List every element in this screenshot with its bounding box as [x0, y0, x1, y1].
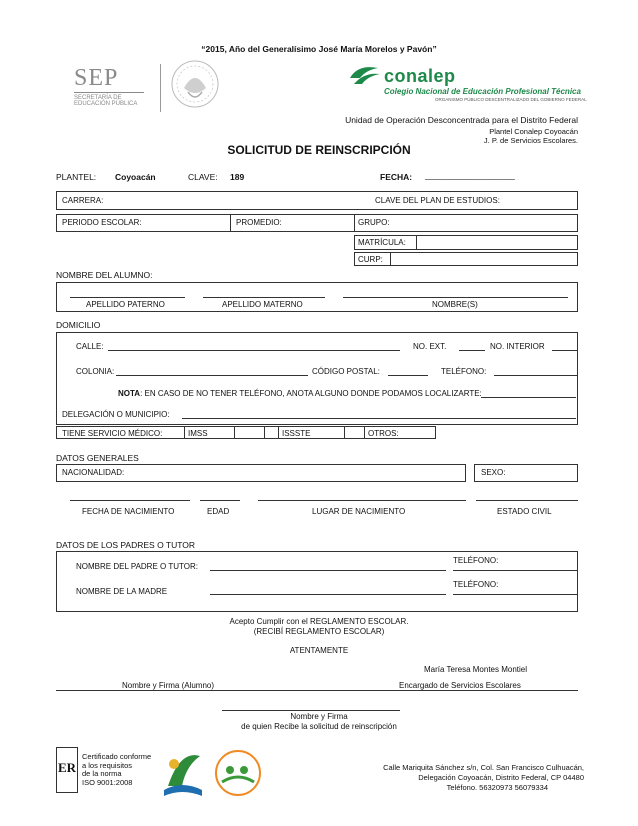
address-line2: Delegación Coyoacán, Distrito Federal, CP 04480 [418, 773, 584, 782]
firma-alumno: Nombre y Firma (Alumno) [122, 681, 215, 690]
matricula-label: MATRÍCULA: [358, 238, 406, 247]
acepto-line: Acepto Cumplir con el REGLAMENTO ESCOLAR. [229, 617, 409, 626]
no-int-label: NO. INTERIOR [490, 342, 545, 351]
materno-label: APELLIDO MATERNO [222, 300, 303, 309]
atentamente: ATENTAMENTE [289, 646, 349, 655]
padre-label: NOMBRE DEL PADRE O TUTOR: [76, 562, 198, 571]
encargado-label: Encargado de Servicios Escolares [399, 681, 521, 690]
sep-logo-text: SEP [74, 65, 119, 91]
nombres-label: NOMBRE(S) [432, 300, 478, 309]
telefono-label: TELÉFONO: [441, 367, 487, 376]
cert-line1: Certificado conforme [82, 752, 152, 761]
nota-text: : EN CASO DE NO TENER TELÉFONO, ANOTA ALGUNO DONDE PODAMOS LOCALIZARTE: [140, 389, 482, 398]
sep-logo-sub2: EDUCACIÓN PÚBLICA [74, 101, 138, 107]
nacionalidad-label: NACIONALIDAD: [62, 468, 125, 477]
conalep-brand: conalep [384, 66, 456, 86]
tel2-label: TELÉFONO: [453, 580, 499, 589]
fecha-nac-label: FECHA DE NACIMIENTO [82, 507, 175, 516]
address-line3: Teléfono. 56320973 56079334 [446, 783, 548, 792]
otros-label: OTROS: [368, 429, 399, 438]
firma-recibe-2: de quien Recibe la solicitud de reinscripción [241, 722, 397, 731]
address-line1: Calle Mariquita Sánchez s/n, Col. San Francisco Culhuacán, [383, 763, 584, 772]
plantel-line: Plantel Conalep Coyoacán [489, 127, 578, 136]
form-title: SOLICITUD DE REINSCRIPCIÓN [227, 143, 411, 157]
domicilio-section: DOMICILIO [56, 320, 101, 330]
plantel-value: Coyoacán [115, 172, 156, 182]
conalep-name: Colegio Nacional de Educación Profesional Técnica [384, 87, 581, 96]
tel1-label: TELÉFONO: [453, 556, 499, 565]
sep-logo [74, 66, 164, 110]
cert-line4: ISO 9001:2008 [82, 777, 133, 787]
iso-certification-badge [56, 747, 156, 795]
jp-line: J. P. de Servicios Escolares. [483, 136, 578, 145]
header-motto: “2015, Año del Generalísimo José María Morelos y Pavón” [201, 44, 437, 54]
er-logo: ER [57, 760, 77, 775]
cert-line2: a los requisitos [82, 760, 133, 770]
plantel-label: PLANTEL: [56, 172, 97, 182]
sep-logo-sub1: SECRETARÍA DE [74, 95, 122, 101]
nombre-section: NOMBRE DEL ALUMNO: [56, 270, 153, 280]
madre-label: NOMBRE DE LA MADRE [76, 587, 168, 596]
delegacion-label: DELEGACIÓN O MUNICIPIO: [62, 410, 170, 419]
clave-label: CLAVE: [188, 172, 218, 182]
carrera-label: CARRERA: [62, 196, 104, 205]
conalep-emblem-icon [348, 62, 382, 88]
edad-label: EDAD [207, 507, 230, 516]
promedio-label: PROMEDIO: [236, 218, 282, 227]
calle-label: CALLE: [76, 342, 104, 351]
padres-section: DATOS DE LOS PADRES O TUTOR [56, 540, 196, 550]
recibi-line: (RECIBÍ REGLAMENTO ESCOLAR) [253, 627, 385, 636]
environment-logo-icon [160, 746, 206, 800]
fecha-field[interactable]: ___________________ [425, 170, 515, 180]
clave-plan-label: CLAVE DEL PLAN DE ESTUDIOS: [375, 196, 500, 205]
conalep-sub: ORGANISMO PÚBLICO DESCENTRALIZADO DEL GOBIERNO FEDERAL [435, 97, 587, 102]
clave-value: 189 [230, 172, 245, 182]
coat-of-arms-icon [170, 58, 220, 110]
colonia-label: COLONIA: [76, 367, 115, 376]
no-ext-label: NO. EXT. [413, 342, 447, 351]
cp-label: CÓDIGO POSTAL: [312, 367, 380, 376]
civil-label: ESTADO CIVIL [497, 507, 552, 516]
issste-label: ISSSTE [282, 429, 311, 438]
unit-line: Unidad de Operación Desconcentrada para el Distrito Federal [345, 115, 578, 125]
padres-box[interactable] [56, 551, 578, 612]
nota-line [118, 389, 482, 398]
imss-label: IMSS [188, 429, 208, 438]
cert-line3: de la norma [82, 769, 122, 778]
officer-name: María Teresa Montes Montiel [424, 665, 528, 674]
curp-label: CURP: [358, 255, 383, 264]
servicio-label: TIENE SERVICIO MÉDICO: [62, 429, 163, 438]
sexo-label: SEXO: [481, 468, 506, 477]
fecha-label: FECHA: [380, 172, 413, 182]
paterno-label: APELLIDO PATERNO [86, 300, 165, 309]
lugar-label: LUGAR DE NACIMIENTO [312, 507, 406, 516]
equidad-laboral-logo-icon [214, 748, 262, 798]
firma-recibe-1: Nombre y Firma [290, 712, 348, 721]
periodo-label: PERIODO ESCOLAR: [62, 218, 142, 227]
nota-bold: NOTA [118, 389, 141, 398]
generales-section: DATOS GENERALES [56, 453, 139, 463]
grupo-label: GRUPO: [358, 218, 390, 227]
curp-box[interactable] [354, 252, 578, 266]
